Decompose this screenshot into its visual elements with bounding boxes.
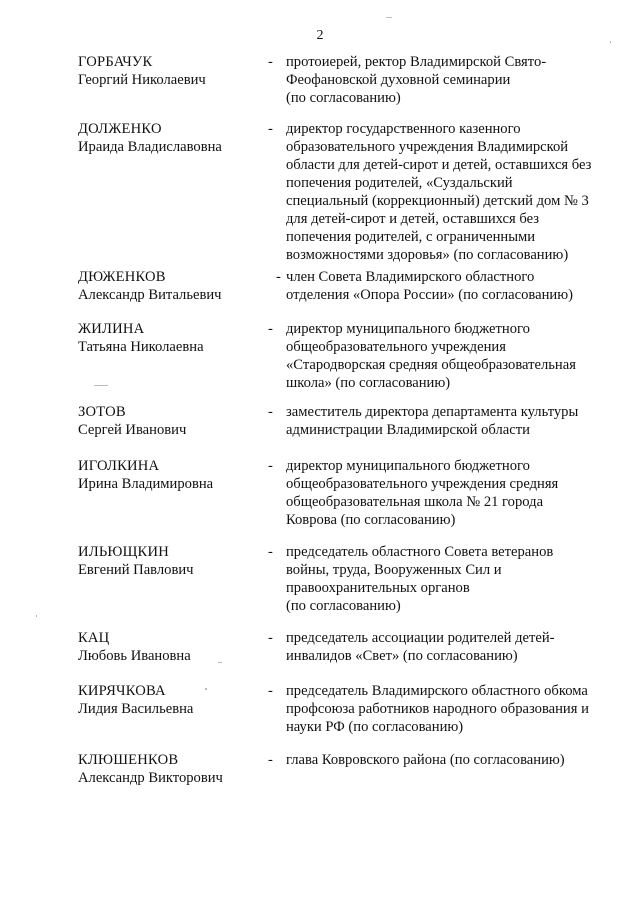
member-surname: ДОЛЖЕНКО xyxy=(78,121,162,137)
scan-speck xyxy=(386,17,392,18)
member-name xyxy=(78,268,253,304)
member-given-names: Лидия Васильевна xyxy=(78,701,194,717)
role-line: протоиерей, ректор Владимирской Свято- xyxy=(286,54,547,70)
role-line: правоохранительных органов xyxy=(286,580,470,596)
role-line: для детей-сирот и детей, оставшихся без xyxy=(286,211,540,227)
entry-dash: - xyxy=(276,269,281,285)
member-surname: ГОРБАЧУК xyxy=(78,54,153,70)
page-number: 2 xyxy=(316,28,324,43)
role-line: глава Ковровского района (по согласованию) xyxy=(286,752,565,768)
member-name xyxy=(78,53,253,89)
role-line: заместитель директора департамента культуры xyxy=(286,404,579,420)
member-given-names: Ирина Владимировна xyxy=(78,476,214,492)
member-role xyxy=(286,457,606,529)
member-given-names: Евгений Павлович xyxy=(78,562,194,578)
role-line: попечения родителей, «Суздальский xyxy=(286,175,513,191)
entry-dash: - xyxy=(268,752,273,768)
member-role xyxy=(286,629,606,665)
scan-speck xyxy=(218,662,222,663)
role-line: директор муниципального бюджетного xyxy=(286,458,530,474)
member-given-names: Сергей Иванович xyxy=(78,422,187,438)
role-line: (по согласованию) xyxy=(286,598,401,614)
role-line: возможностями здоровья» (по согласованию) xyxy=(286,247,569,263)
member-role xyxy=(286,120,606,264)
role-line: войны, труда, Вооруженных Сил и xyxy=(286,562,502,578)
scan-speck xyxy=(610,41,611,43)
role-line: член Совета Владимирского областного xyxy=(286,269,535,285)
member-surname: ИГОЛКИНА xyxy=(78,458,160,474)
role-line: общеобразовательная школа № 21 города xyxy=(286,494,544,510)
member-role xyxy=(286,543,606,615)
member-surname: ДЮЖЕНКОВ xyxy=(78,269,166,285)
role-line: (по согласованию) xyxy=(286,90,401,106)
entry-dash: - xyxy=(268,458,273,474)
role-line: науки РФ (по согласованию) xyxy=(286,719,464,735)
member-name xyxy=(78,320,253,356)
member-role xyxy=(286,53,606,107)
member-given-names: Александр Викторович xyxy=(78,770,223,786)
member-surname: КЛЮШЕНКОВ xyxy=(78,752,179,768)
entry-dash: - xyxy=(268,121,273,137)
entry-dash: - xyxy=(268,404,273,420)
member-surname: КАЦ xyxy=(78,630,110,646)
role-line: администрации Владимирской области xyxy=(286,422,530,438)
role-line: отделения «Опора России» (по согласованию) xyxy=(286,287,573,303)
role-line: председатель ассоциации родителей детей- xyxy=(286,630,555,646)
member-given-names: Ираида Владиславовна xyxy=(78,139,222,155)
member-surname: КИРЯЧКОВА xyxy=(78,683,166,699)
member-given-names: Александр Витальевич xyxy=(78,287,222,303)
member-name xyxy=(78,751,253,787)
member-name xyxy=(78,543,253,579)
entry-dash: - xyxy=(268,54,273,70)
member-name xyxy=(78,403,253,439)
scan-speck xyxy=(205,688,207,690)
role-line: инвалидов «Свет» (по согласованию) xyxy=(286,648,518,664)
entry-dash: - xyxy=(268,544,273,560)
role-line: председатель Владимирского областного обкома xyxy=(286,683,588,699)
member-name xyxy=(78,629,253,665)
member-surname: ЗОТОВ xyxy=(78,404,126,420)
member-surname: ИЛЬЮЩКИН xyxy=(78,544,169,560)
entry-dash: - xyxy=(268,683,273,699)
member-role xyxy=(286,682,606,736)
role-line: «Стародворская средняя общеобразовательная xyxy=(286,357,576,373)
role-line: общеобразовательного учреждения средняя xyxy=(286,476,559,492)
member-name xyxy=(78,120,253,156)
scan-speck xyxy=(94,385,108,386)
role-line: профсоюза работников народного образования и xyxy=(286,701,589,717)
role-line: области для детей-сирот и детей, оставшихся без xyxy=(286,157,592,173)
role-line: председатель областного Совета ветеранов xyxy=(286,544,554,560)
member-role xyxy=(286,403,606,439)
member-role xyxy=(286,268,606,304)
role-line: образовательного учреждения Владимирской xyxy=(286,139,569,155)
role-line: директор государственного казенного xyxy=(286,121,521,137)
member-given-names: Любовь Ивановна xyxy=(78,648,191,664)
entry-dash: - xyxy=(268,630,273,646)
member-given-names: Татьяна Николаевна xyxy=(78,339,204,355)
member-name xyxy=(78,457,253,493)
member-name xyxy=(78,682,253,718)
role-line: Феофановской духовной семинарии xyxy=(286,72,511,88)
role-line: школа» (по согласованию) xyxy=(286,375,451,391)
role-line: директор муниципального бюджетного xyxy=(286,321,530,337)
role-line: общеобразовательного учреждения xyxy=(286,339,506,355)
member-role xyxy=(286,751,606,769)
member-surname: ЖИЛИНА xyxy=(78,321,145,337)
role-line: Коврова (по согласованию) xyxy=(286,512,456,528)
scan-speck xyxy=(36,615,37,617)
member-given-names: Георгий Николаевич xyxy=(78,72,206,88)
role-line: попечения родителей, с ограниченными xyxy=(286,229,536,245)
member-role xyxy=(286,320,606,392)
entry-dash: - xyxy=(268,321,273,337)
role-line: специальный (коррекционный) детский дом № 3 xyxy=(286,193,589,209)
